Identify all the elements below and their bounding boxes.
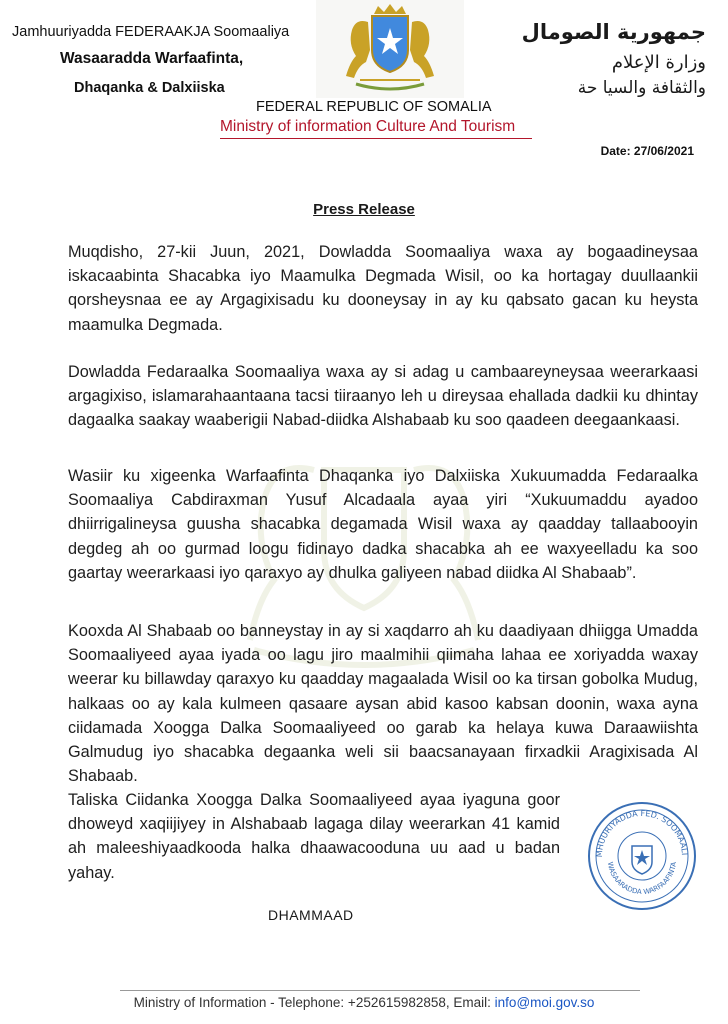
body-paragraph-1: Muqdisho, 27-kii Juun, 2021, Dowladda Soomaaliya waxa ay bogaadineysaa iskacaabinta Shacabka iyo Maamulka Degmada Wisil, oo ka hortagay duullaankii qorsheysnaa ee ay Argagixisadu ku dooneysay in ay ku qabsato gacan ku heysta maamulka Degmada. [68,243,698,334]
footer-divider [120,990,640,991]
header-arabic-ministry: وزارة الإعلام [611,52,706,73]
svg-text:JAMHUURIYADDA FED. SOOMAALIYA: MHUURIYADDA FED. SOOMAALI [594,808,690,858]
somalia-coat-of-arms-icon [316,0,464,98]
federal-republic-title: FEDERAL REPUBLIC OF SOMALIA [256,99,492,115]
footer-email-link[interactable]: info@moi.gov.so [494,995,595,1010]
body-paragraph-2: Dowladda Fedaraalka Soomaaliya waxa ay si adag u cambaareyneysaa weerarkaasi argagixiso, islamarahaantaana tacsi tiiraanyo leh u direysaa ehallada dadkii ku dhintay dagaalka saakay waaberigii Nabad-diidka Alshabaab ku soo qaadeen deegaankaasi. [68,363,698,430]
footer-text: Ministry of Information - Telephone: +252615982858, Email: [133,995,495,1010]
header-divider [220,138,532,139]
header-arabic-republic: جمهورية الصومال [521,20,706,44]
press-release-title: Press Release [313,201,415,218]
official-stamp-icon [586,800,698,912]
svg-text:WASAARADDA WARFAAFINTA: WASAARADDA WARFAAFINTA [605,861,678,897]
header-somali-republic: Jamhuuriyadda FEDERAAKJA Soomaaliya [12,24,290,40]
footer-contact [0,995,728,1010]
body-paragraph-3: Wasiir ku xigeenka Warfaafinta Dhaqanka iyo Dalxiiska Xukuumadda Fedaraalka Soomaaliya Cabdiraxman Yusuf Alcadaala ayaa yiri “Xukuumaddu ayadoo dhiirrigalineysa guusha shacabka degamada Wisil waxa ay qaadday tallaabooyin degdeg ah oo gurmad loogu fidinayo dadka shacabka ah ee waxyeelladu ka soo gaartay weerarkaasi iyo qaraxyo ay dhulka galiyeen nabad diidka Al Shabaab”. [68,467,698,582]
body-paragraph-4: Kooxda Al Shabaab oo banneystay in ay si xaqdarro ah ku daadiyaan dhiigga Umadda Soomaaliyeed ayaa iyada oo lagu jiro maalmihii qiimaha lahaa ee xoriyadda waxay weerar ku billawday qaraxyo ku qaadday magaalada Wisil oo ka tirsan gobolka Mudug, halkaas oo ay kala kulmeen qasaare aysan abid kasoo kabsan doonin, waxa ayna ciidamada Xoogga Dalka Soomaaliyeed oo garab ka helaya kuwa Daraawiishta Galmudug iyo shacabka degaanka weli sii baacsanayaan firxadkii Aragixisada Al Shabaab. [68,622,698,786]
document-date: Date: 27/06/2021 [600,144,694,158]
closing-text: DHAMMAAD [268,907,354,923]
header-arabic-ministry-sub: والثقافة والسيا حة [577,78,706,98]
ministry-title: Ministry of information Culture And Tourism [220,118,516,135]
header-somali-ministry-sub: Dhaqanka & Dalxiiska [74,80,225,96]
header-somali-ministry: Wasaaradda Warfaafinta, [60,50,244,67]
body-paragraph-5: Taliska Ciidanka Xoogga Dalka Soomaaliyeed ayaa iyaguna goor dhoweyd xaqiijiyey in Alshabaab lagaga dilay weerarkan 41 kamid ah maleeshiyaadkooda halka dhaawacooduna uu aad u badan yahay. [68,791,560,882]
